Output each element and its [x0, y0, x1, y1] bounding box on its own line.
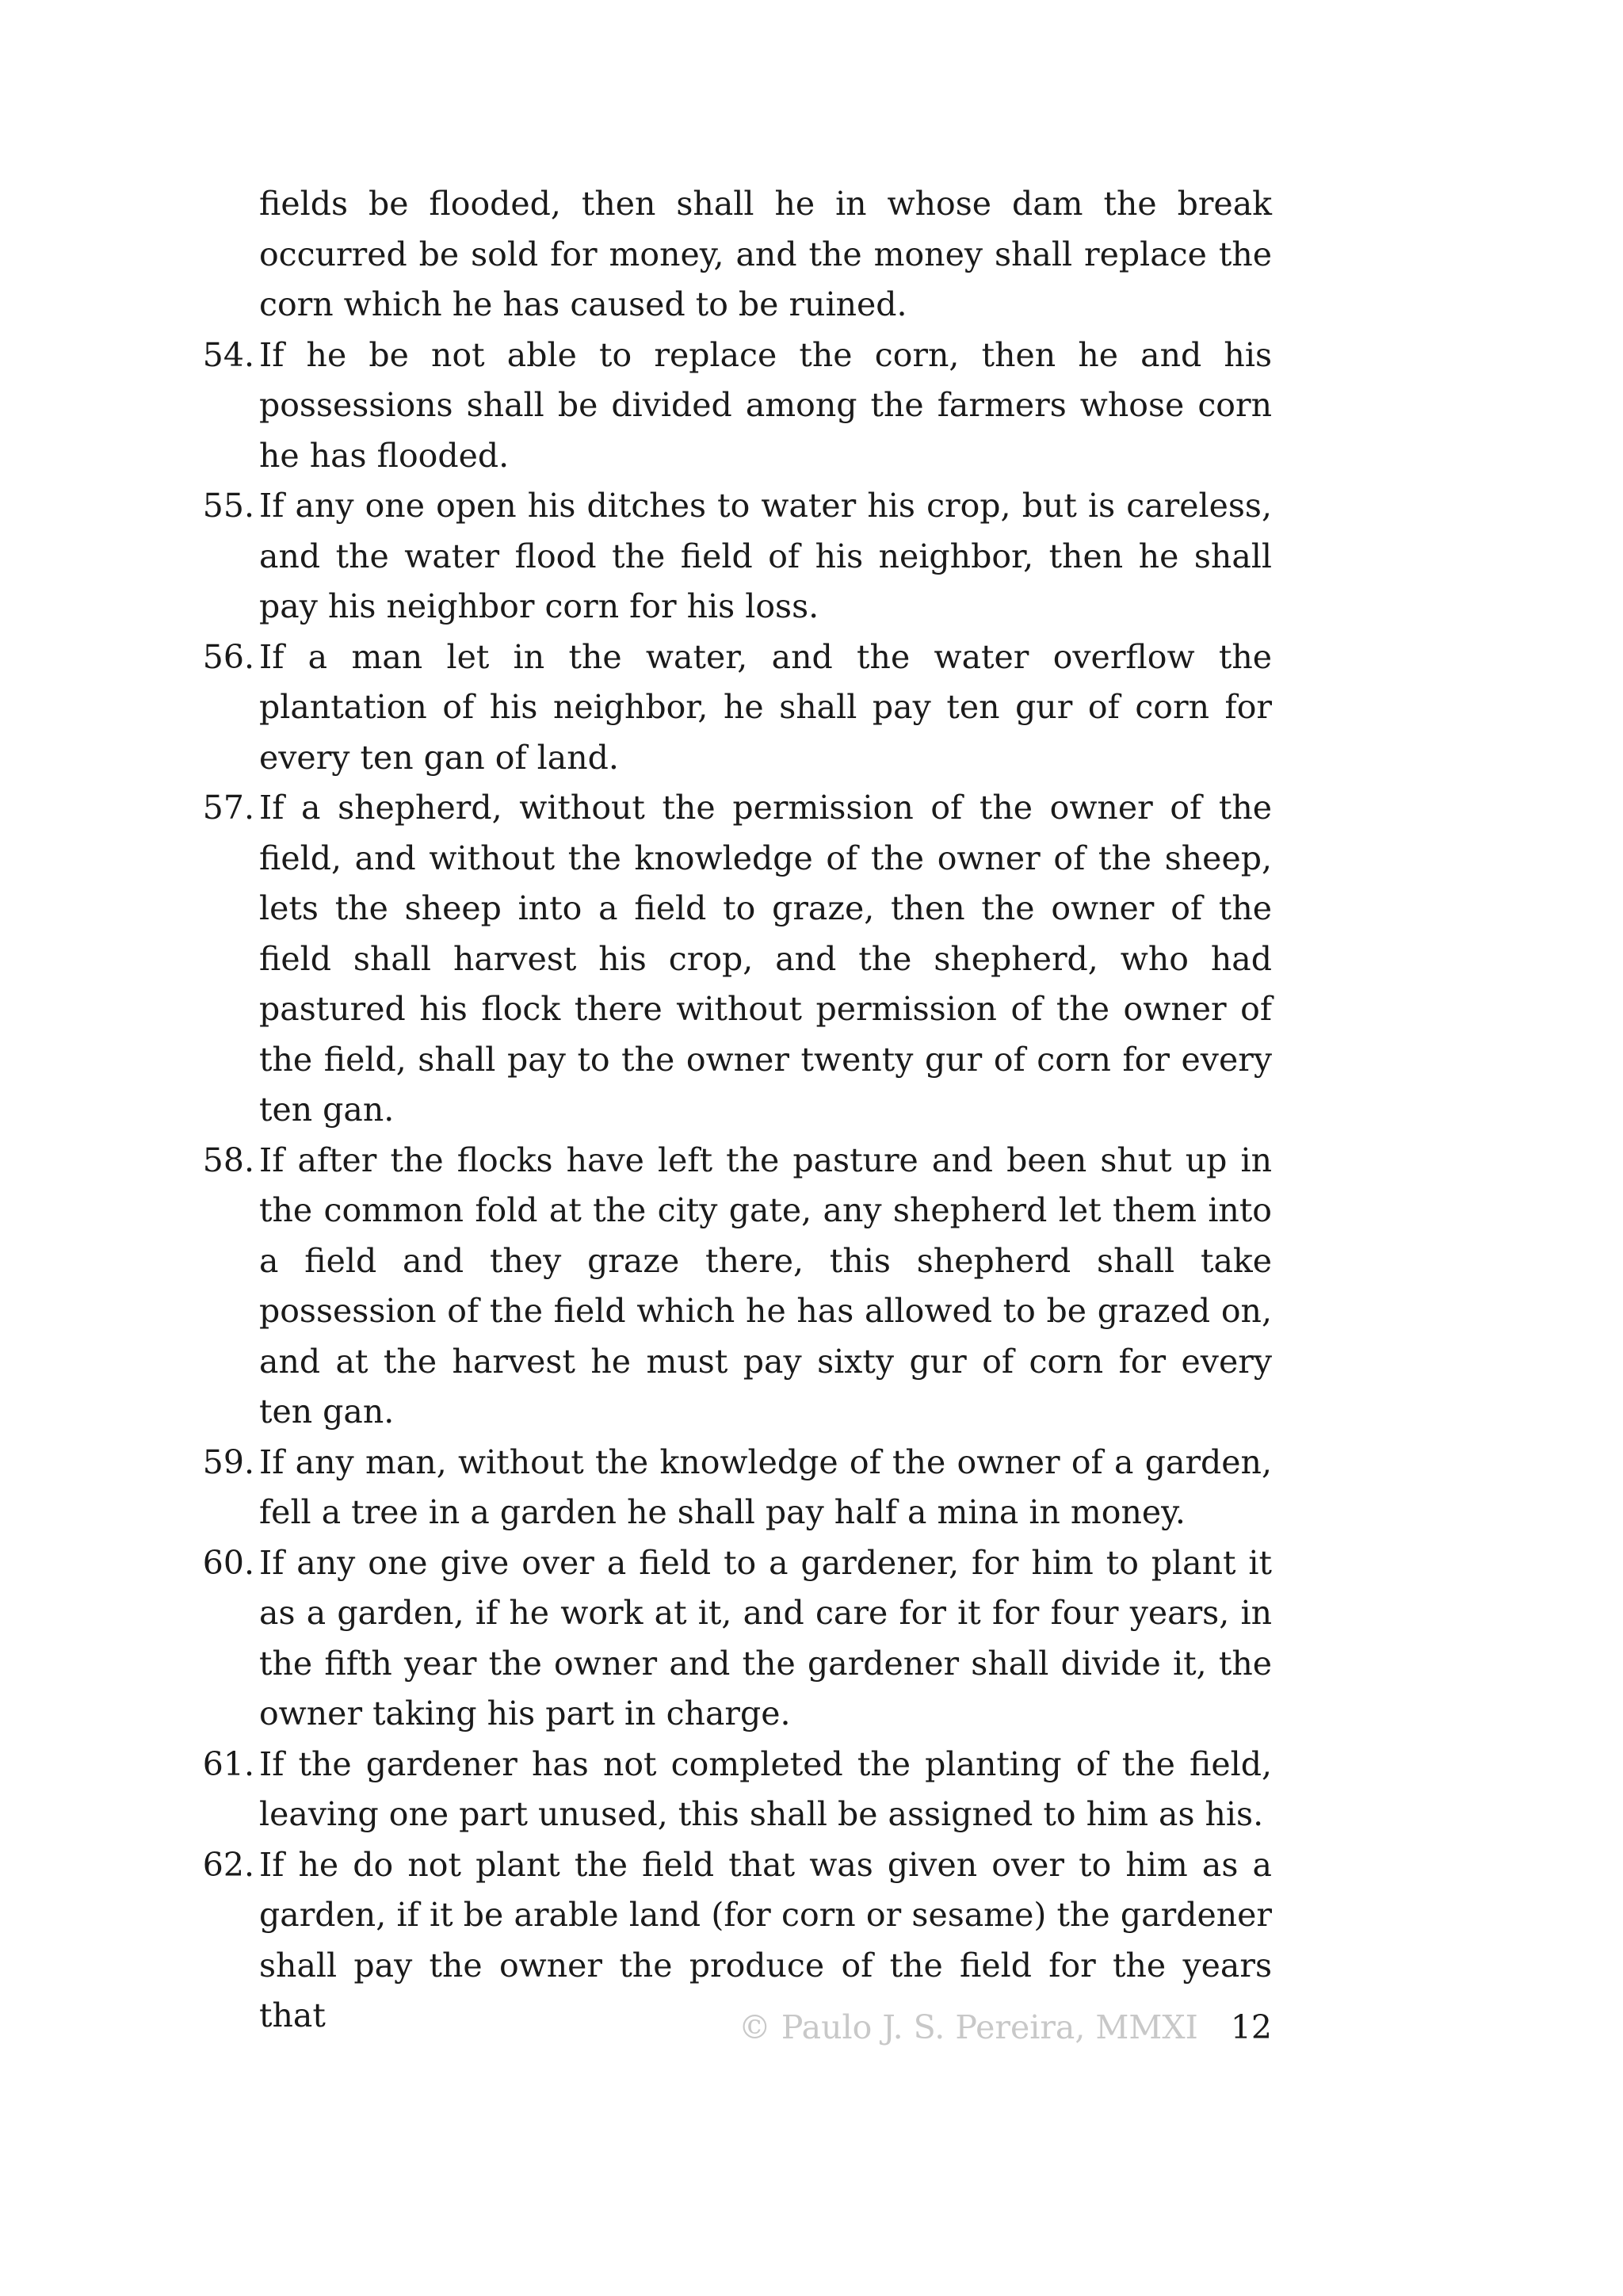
document-body — [186, 179, 1272, 2042]
item-text: If any one give over a field to a gardener, for him to plant it as a garden, if he work at it, and care for it for four years, in the fifth year the owner and the gardener shall divide it, the owner taking his part in charge. — [259, 1543, 1272, 1733]
list-item — [186, 1538, 1272, 1740]
list-item — [186, 481, 1272, 632]
list-item — [186, 1740, 1272, 1840]
list-item — [186, 632, 1272, 784]
item-number: 56. — [202, 637, 254, 676]
item-number: 60. — [202, 1543, 254, 1582]
list-item — [186, 783, 1272, 1136]
item-text: If any one open his ditches to water his crop, but is careless, and the water flood the field of his neighbor, then he shall pay his neighbor corn for his loss. — [259, 487, 1272, 625]
item-number: 62. — [202, 1845, 254, 1884]
item-number: 54. — [202, 335, 254, 374]
list-item — [186, 1438, 1272, 1538]
copyright-notice: © Paulo J. S. Pereira, MMXI — [738, 2008, 1198, 2046]
item-number: 55. — [202, 487, 254, 525]
continued-paragraph: fields be flooded, then shall he in whose dam the break occurred be sold for money, and the money shall replace the corn which he has caused to be ruined. — [259, 185, 1272, 323]
item-number: 61. — [202, 1744, 254, 1783]
item-text: If a shepherd, without the permission of the owner of the field, and without the knowledge of the owner of the sheep, lets the sheep into a field to graze, then the owner of the field shall harvest his crop, and the shepherd, who had pastured his flock there without permission of the owner of the field, shall pay to the owner twenty gur of corn for every ten gan. — [259, 789, 1272, 1129]
item-text: If after the flocks have left the pasture and been shut up in the common fold at the city gate, any shepherd let them into a field and they graze there, this shepherd shall take possession of the field which he has allowed to be grazed on, and at the harvest he must pay sixty gur of corn for every ten gan. — [259, 1140, 1272, 1431]
item-text: If he be not able to replace the corn, then he and his possessions shall be divided among the farmers whose corn he has flooded. — [259, 335, 1272, 475]
item-number: 57. — [202, 789, 254, 827]
list-item — [186, 330, 1272, 482]
item-text: If a man let in the water, and the water overflow the plantation of his neighbor, he shall pay ten gur of corn for every ten gan of land. — [259, 637, 1272, 777]
item-text: If he do not plant the field that was given over to him as a garden, if it be arable land (for corn or sesame) the gardener shall pay the owner the produce of the field for the years that — [259, 1845, 1272, 2034]
item-text: If any man, without the knowledge of the owner of a garden, fell a tree in a garden he shall pay half a mina in money. — [259, 1442, 1272, 1531]
item-number: 59. — [202, 1442, 254, 1481]
page-number: 12 — [1230, 2008, 1272, 2046]
item-text: If the gardener has not completed the planting of the field, leaving one part unused, this shall be assigned to him as his. — [259, 1744, 1272, 1833]
item-number: 58. — [202, 1140, 254, 1179]
list-item — [186, 1136, 1272, 1438]
page-footer — [739, 2004, 1272, 2051]
